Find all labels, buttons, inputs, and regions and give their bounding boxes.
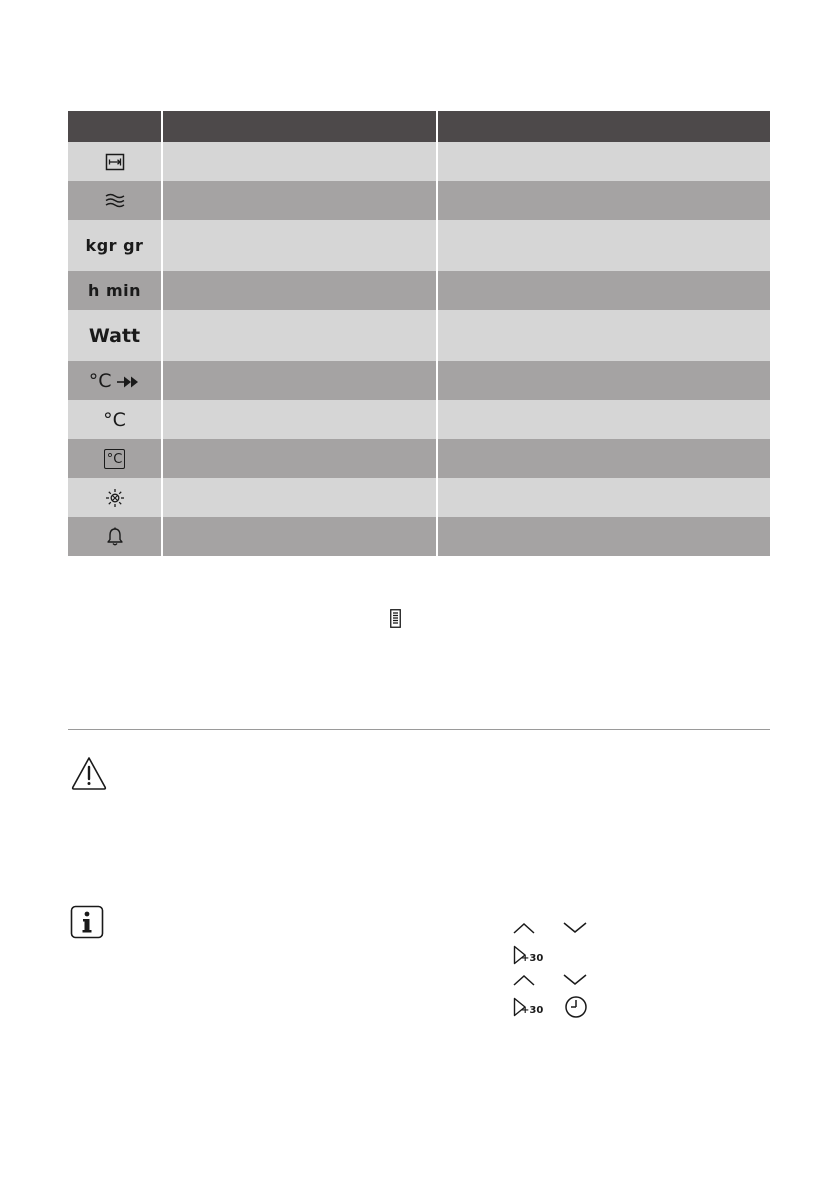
description-cell <box>437 361 770 400</box>
description-cell <box>437 142 770 181</box>
table-row <box>68 220 770 271</box>
symbol-cell <box>68 517 162 556</box>
description-cell <box>437 220 770 271</box>
fast-heat-label: °C <box>88 369 112 392</box>
bell-icon <box>106 527 124 547</box>
description-cell <box>437 439 770 478</box>
header-symbol <box>68 111 162 142</box>
up-arrow-icon <box>512 921 536 935</box>
function-cell <box>162 517 437 556</box>
steam-waves-icon <box>105 193 125 209</box>
symbol-cell <box>68 439 162 478</box>
clock-icon <box>564 995 588 1019</box>
function-cell <box>162 310 437 361</box>
up-arrow-icon <box>512 973 536 987</box>
temperature-unit-label: °C <box>103 408 126 431</box>
description-cell <box>437 271 770 310</box>
fast-forward-arrow-icon <box>116 375 140 389</box>
table-header-row <box>68 111 770 142</box>
description-cell <box>437 517 770 556</box>
function-cell <box>162 361 437 400</box>
function-cell <box>162 271 437 310</box>
symbol-cell <box>68 478 162 517</box>
header-description <box>437 111 770 142</box>
width-arrow-icon <box>105 153 125 171</box>
display-symbols-table <box>68 111 770 556</box>
symbol-cell <box>68 310 162 361</box>
description-cell <box>437 181 770 220</box>
info-icon <box>70 905 104 939</box>
down-arrow-icon <box>562 973 588 987</box>
function-cell <box>162 220 437 271</box>
table-row <box>68 271 770 310</box>
power-unit-label: Watt <box>88 324 141 347</box>
core-temperature-icon: °C <box>104 449 126 469</box>
table-row <box>68 310 770 361</box>
description-cell <box>437 478 770 517</box>
weight-units-label: kgr gr <box>85 235 144 255</box>
table-row <box>68 361 770 400</box>
symbol-cell <box>68 142 162 181</box>
section-divider <box>68 729 770 730</box>
time-units-label: h min <box>87 280 141 300</box>
function-cell <box>162 478 437 517</box>
plus-30-label: +30 <box>521 1005 544 1016</box>
symbol-cell <box>68 271 162 310</box>
symbol-cell <box>68 181 162 220</box>
down-arrow-icon <box>562 921 588 935</box>
start-plus-30-icon <box>513 945 545 967</box>
function-cell <box>162 400 437 439</box>
table-row <box>68 439 770 478</box>
table-row <box>68 142 770 181</box>
table-row <box>68 400 770 439</box>
plus-30-label: +30 <box>521 953 544 964</box>
table-row <box>68 181 770 220</box>
symbol-cell <box>68 220 162 271</box>
warning-triangle-icon <box>70 755 108 791</box>
start-plus-30-icon <box>513 997 545 1019</box>
table-row <box>68 478 770 517</box>
function-cell <box>162 439 437 478</box>
lamp-icon <box>105 488 125 508</box>
description-cell <box>437 310 770 361</box>
table-row <box>68 517 770 556</box>
bar-graph-icon <box>390 609 401 628</box>
header-function <box>162 111 437 142</box>
description-cell <box>437 400 770 439</box>
function-cell <box>162 181 437 220</box>
function-cell <box>162 142 437 181</box>
symbol-cell <box>68 361 162 400</box>
symbol-cell <box>68 400 162 439</box>
